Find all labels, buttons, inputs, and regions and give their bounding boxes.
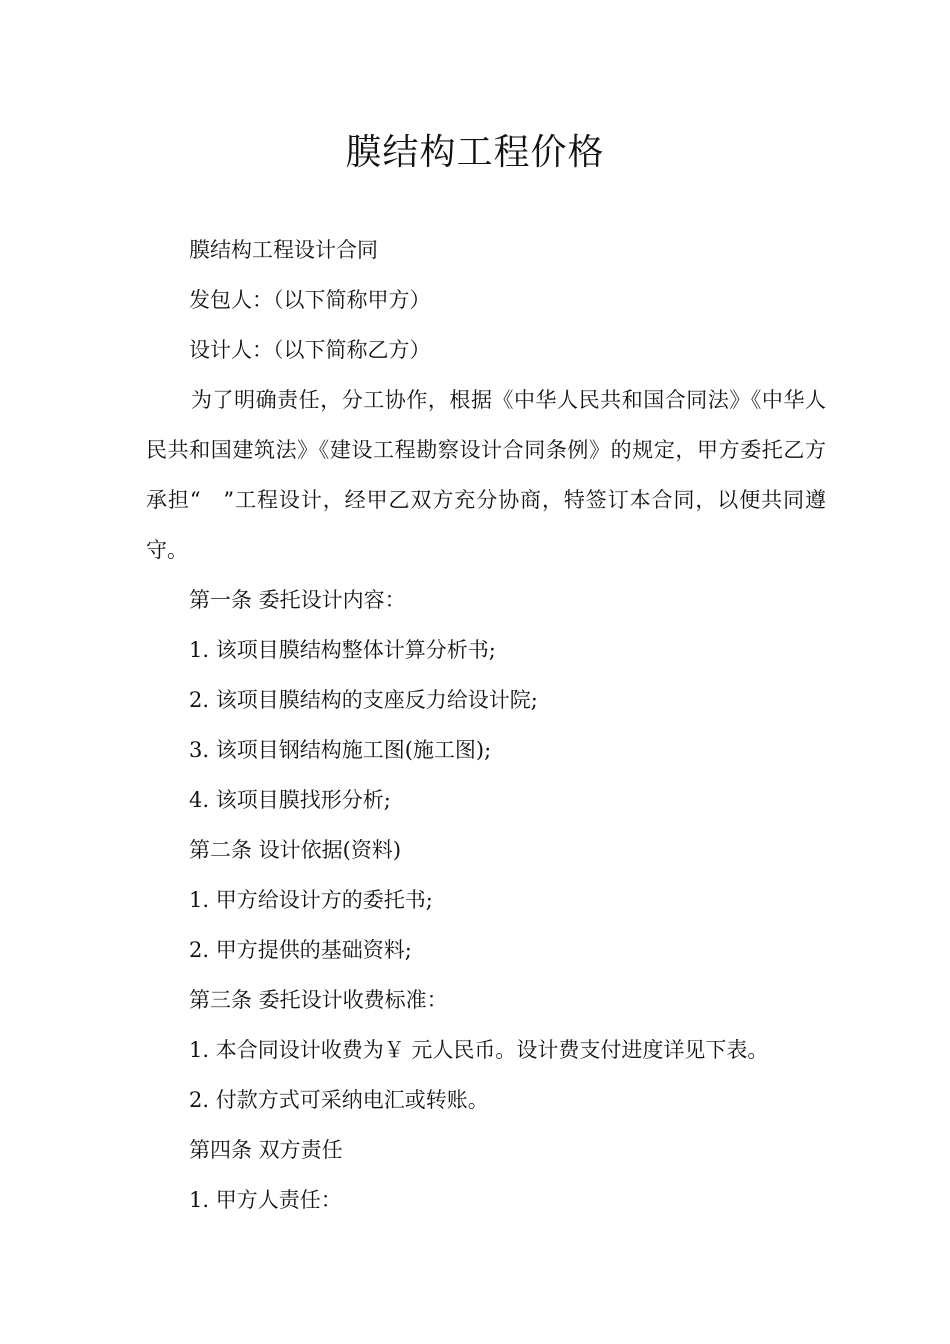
party-a-line: 发包人：（以下简称甲方） (189, 288, 431, 312)
article-1-heading: 第一条 委托设计内容： (189, 588, 406, 612)
preamble-paragraph: 为了明确责任，分工协作，根据《中华人民共和国合同法》《中华人民共和国建筑法》《建设工程勘察设计合同条例》的规定，甲方委托乙方承担“ ”工程设计，经甲乙双方充分协商，特签订本合同，以便共同遵守。 (146, 388, 826, 562)
article-1-item-2: 2. 该项目膜结构的支座反力给设计院; (189, 688, 538, 712)
article-3-heading: 第三条 委托设计收费标准： (189, 988, 448, 1012)
article-3-item-1: 1. 本合同设计收费为￥ 元人民币。设计费支付进度详见下表。 (189, 1038, 769, 1062)
article-3-item-2: 2. 付款方式可采纳电汇或转账。 (189, 1088, 489, 1112)
article-2-item-1: 1. 甲方给设计方的委托书; (189, 888, 433, 912)
article-4-heading: 第四条 双方责任 (189, 1138, 343, 1162)
document-body (146, 225, 826, 1225)
article-4-item-1: 1. 甲方人责任： (189, 1188, 342, 1212)
document-title: 膜结构工程价格 (345, 132, 605, 173)
article-2-item-2: 2. 甲方提供的基础资料; (189, 938, 412, 962)
party-b-line: 设计人：（以下简称乙方） (189, 338, 431, 362)
article-1-item-1: 1. 该项目膜结构整体计算分析书; (189, 638, 496, 662)
article-1-item-3: 3. 该项目钢结构施工图(施工图); (189, 738, 492, 762)
article-1-item-4: 4. 该项目膜找形分析; (189, 788, 391, 812)
article-2-heading: 第二条 设计依据(资料) (189, 838, 402, 862)
contract-title: 膜结构工程设计合同 (189, 238, 378, 262)
